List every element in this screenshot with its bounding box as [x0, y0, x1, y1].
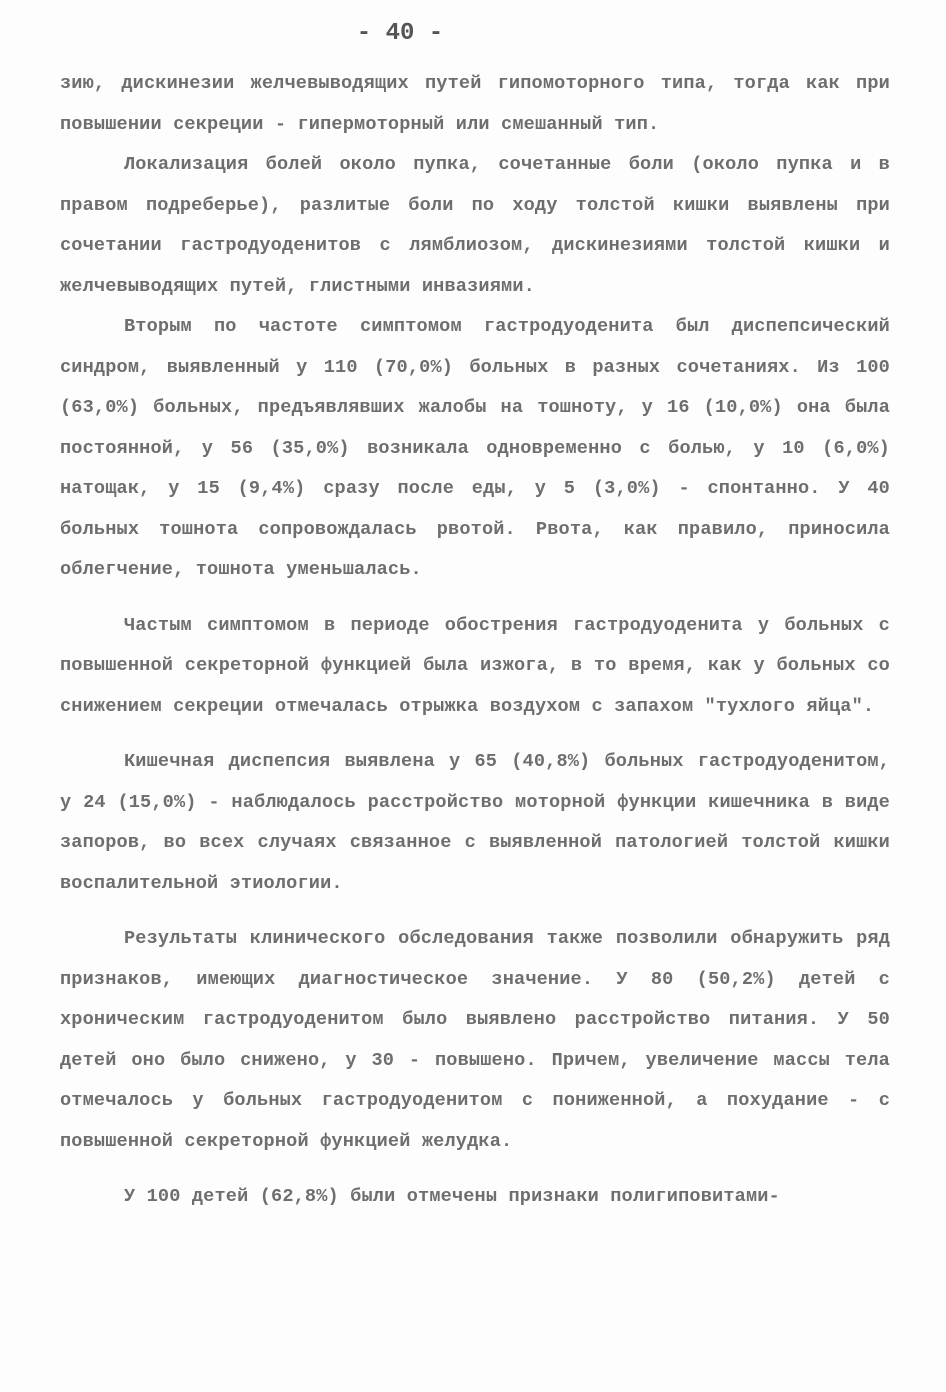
- paragraph: Вторым по частоте симптомом гастродуоденита был диспепсический синдром, выявленный у 110 (70,0%) больных в разных сочетаниях. Из 100 (63,0%) больных, предъявлявших жалобы на тошноту, у 16 (10,0%) она была постоянной, у 56 (35,0%) возникала одновременно с болью, у 10 (6,0%) натощак, у 15 (9,4%) сразу после еды, у 5 (3,0%) - спонтанно. У 40 больных тошнота сопровождалась рвотой. Рвота, как правило, приносила облегчение, тошнота уменьшалась.: [60, 316, 890, 580]
- body-text: [60, 64, 890, 1218]
- paragraph: зию, дискинезии желчевыводящих путей гипомоторного типа, тогда как при повышении секреции - гипермоторный или смешанный тип.: [60, 73, 890, 135]
- paragraph: Локализация болей около пупка, сочетанные боли (около пупка и в правом подреберье), разлитые боли по ходу толстой кишки выявлены при сочетании гастродуоденитов с лямблиозом, дискинезиями толстой кишки и желчевыводящих путей, глистными инвазиями.: [60, 154, 890, 297]
- paragraph: Результаты клинического обследования также позволили обнаружить ряд признаков, имеющих диагностическое значение. У 80 (50,2%) детей с хроническим гастродуоденитом было выявлено расстройство питания. У 50 детей оно было снижено, у 30 - повышено. Причем, увеличение массы тела отмечалось у больных гастродуоденитом с пониженной, а похудание - с повышенной секреторной функцией желудка.: [60, 928, 890, 1152]
- paragraph: Кишечная диспепсия выявлена у 65 (40,8%) больных гастродуоденитом, у 24 (15,0%) - наблюдалось расстройство моторной функции кишечника в виде запоров, во всех случаях связанное с выявленной патологией толстой кишки воспалительной этиологии.: [60, 751, 890, 894]
- page-number: - 40 -: [356, 20, 444, 47]
- paragraph: У 100 детей (62,8%) были отмечены признаки полигиповитами-: [124, 1186, 780, 1207]
- paragraph: Частым симптомом в периоде обострения гастродуоденита у больных с повышенной секреторной функцией была изжога, в то время, как у больных со снижением секреции отмечалась отрыжка воздухом с запахом "тухлого яйца".: [60, 614, 890, 717]
